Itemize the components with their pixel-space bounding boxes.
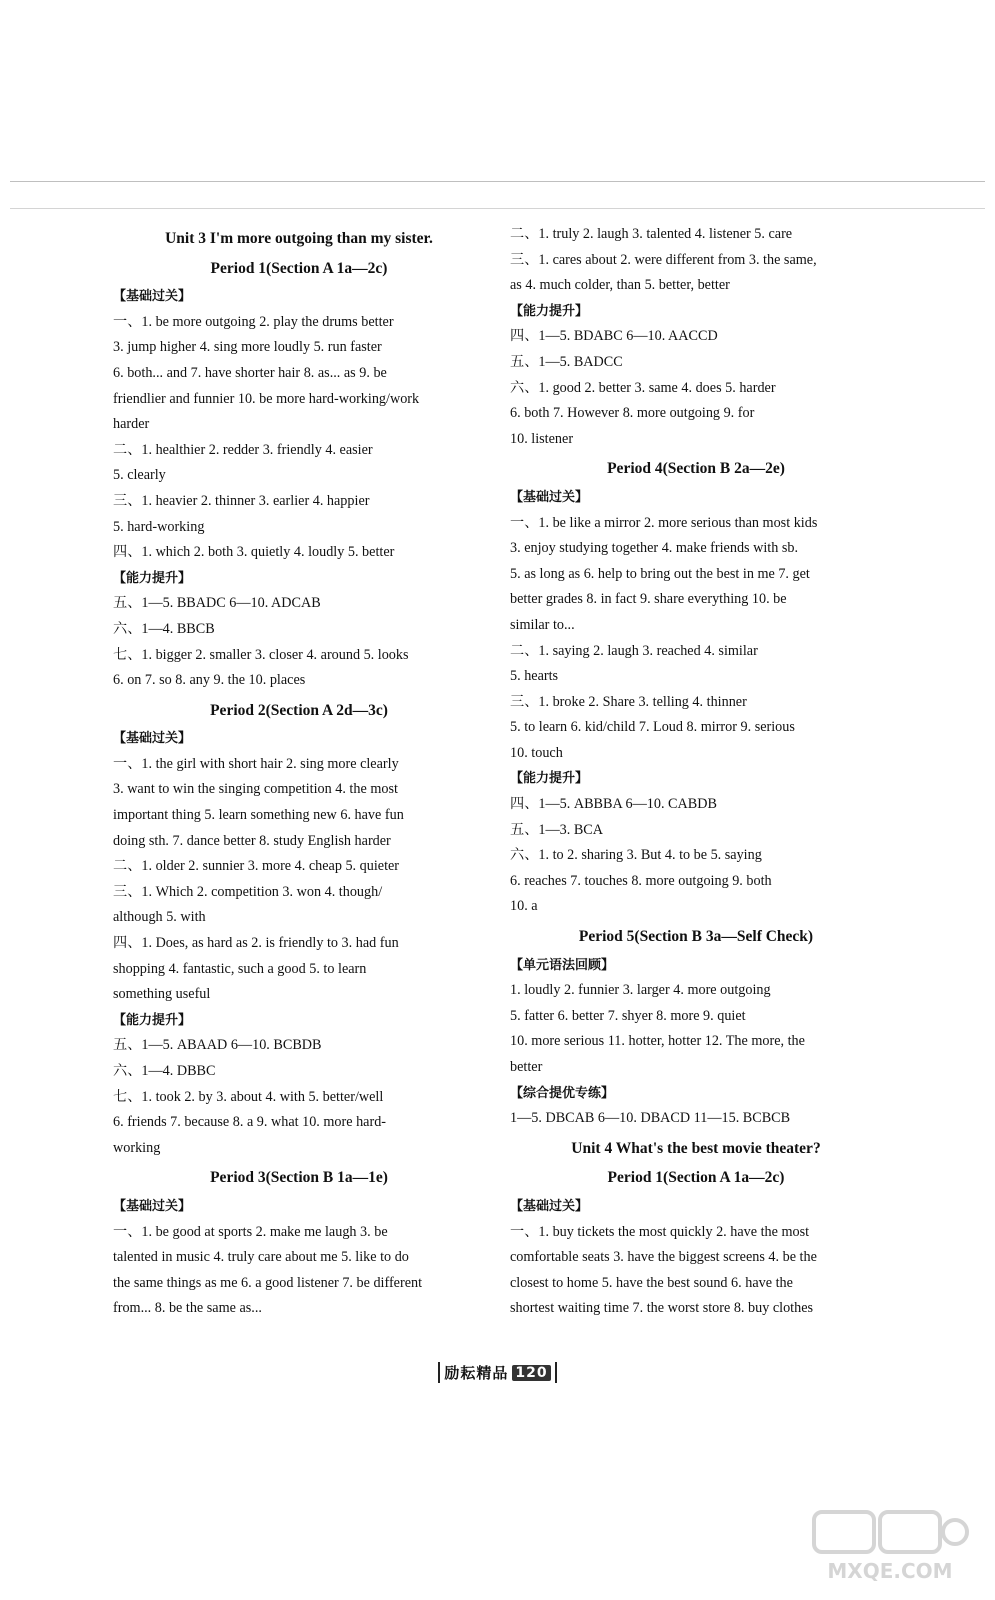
answer-line: 6. on 7. so 8. any 9. the 10. places <box>113 672 306 689</box>
answer-line: 四、1. which 2. both 3. quietly 4. loudly 5. better <box>113 544 395 561</box>
answer-line: 二、1. healthier 2. redder 3. friendly 4. easier <box>113 441 373 458</box>
answer-line: working <box>113 1139 161 1156</box>
answer-line: 一、1. be more outgoing 2. play the drums better <box>113 313 394 330</box>
section-tag: 【基础过关】 <box>510 489 589 505</box>
answer-line: as 4. much colder, than 5. better, better <box>510 277 730 294</box>
answer-line: 6. friends 7. because 8. a 9. what 10. more hard- <box>113 1114 387 1131</box>
answer-line: 一、1. buy tickets the most quickly 2. have the most <box>510 1223 810 1240</box>
answer-line: 五、1—5. BBADC 6—10. ADCAB <box>113 595 321 612</box>
section-heading: Period 3(Section B 1a—1e) <box>210 1169 388 1187</box>
answer-line: similar to... <box>510 616 575 633</box>
answer-line: 5. hearts <box>510 668 559 685</box>
answer-line: 10. more serious 11. hotter, hotter 12. The more, the <box>510 1033 805 1050</box>
answer-line: doing sth. 7. dance better 8. study English harder <box>113 832 391 849</box>
section-heading: Period 2(Section A 2d—3c) <box>210 701 388 719</box>
answer-line: 四、1—5. ABBBA 6—10. CABDB <box>510 796 717 813</box>
answer-line: 三、1. cares about 2. were different from 3. the same, <box>510 251 817 268</box>
section-tag: 【能力提升】 <box>510 771 589 787</box>
answer-line: 1. loudly 2. funnier 3. larger 4. more outgoing <box>510 982 771 999</box>
answer-line: 一、1. be good at sports 2. make me laugh 3. be <box>113 1223 388 1240</box>
answer-line: although 5. with <box>113 909 206 926</box>
answer-line: 六、1. good 2. better 3. same 4. does 5. harder <box>510 379 776 396</box>
section-tag: 【能力提升】 <box>510 303 589 319</box>
answer-line: harder <box>113 416 150 433</box>
answer-line: 10. touch <box>510 744 563 761</box>
section-heading: Period 1(Section A 1a—2c) <box>607 1169 785 1187</box>
section-tag: 【基础过关】 <box>113 289 192 305</box>
section-tag: 【能力提升】 <box>113 1012 192 1028</box>
answer-line: 一、1. the girl with short hair 2. sing more clearly <box>113 755 399 772</box>
answer-line: 七、1. bigger 2. smaller 3. closer 4. around 5. looks <box>113 646 409 663</box>
section-tag: 【基础过关】 <box>113 1198 192 1214</box>
section-heading: Period 1(Section A 1a—2c) <box>210 259 388 277</box>
answer-line: 五、1—5. BADCC <box>510 353 623 370</box>
answer-line: 10. listener <box>510 430 574 447</box>
answer-line: talented in music 4. truly care about me 5. like to do <box>113 1249 409 1266</box>
section-tag: 【能力提升】 <box>113 570 192 586</box>
answer-line: better grades 8. in fact 9. share everything 10. be <box>510 591 787 608</box>
right-column <box>510 222 882 1322</box>
header-rule-secondary <box>10 208 985 209</box>
section-heading: Period 4(Section B 2a—2e) <box>607 460 785 478</box>
page-footer <box>0 1362 995 1383</box>
page-number: 120 <box>512 1365 550 1381</box>
footer-brand: 励耘精品 <box>444 1364 509 1382</box>
answer-line: 二、1. saying 2. laugh 3. reached 4. similar <box>510 642 758 659</box>
section-tag: 【综合提优专练】 <box>510 1085 615 1101</box>
answer-line: 三、1. broke 2. Share 3. telling 4. thinner <box>510 693 747 710</box>
answer-line: 四、1. Does, as hard as 2. is friendly to 3. had fun <box>113 935 399 952</box>
answer-line: 3. jump higher 4. sing more loudly 5. run faster <box>113 339 382 356</box>
answer-line: 三、1. heavier 2. thinner 3. earlier 4. happier <box>113 492 370 509</box>
answer-line: comfortable seats 3. have the biggest screens 4. be the <box>510 1249 817 1266</box>
answer-line: 5. clearly <box>113 467 166 484</box>
answer-line: 五、1—3. BCA <box>510 821 604 838</box>
answer-line: 6. both 7. However 8. more outgoing 9. for <box>510 405 755 422</box>
answer-line: closest to home 5. have the best sound 6. have the <box>510 1274 793 1291</box>
section-tag: 【基础过关】 <box>510 1198 589 1214</box>
answer-line: 3. want to win the singing competition 4. the most <box>113 781 398 798</box>
section-heading: Period 5(Section B 3a—Self Check) <box>578 928 814 946</box>
answer-line: 六、1. to 2. sharing 3. But 4. to be 5. saying <box>510 847 762 864</box>
answer-line: shortest waiting time 7. the worst store 8. buy clothes <box>510 1300 814 1317</box>
section-heading: Unit 3 I'm more outgoing than my sister. <box>165 230 433 247</box>
section-tag: 【基础过关】 <box>113 731 192 747</box>
left-column <box>113 222 485 1322</box>
answer-line: important thing 5. learn something new 6. have fun <box>113 807 404 824</box>
answer-line: 5. as long as 6. help to bring out the best in me 7. get <box>510 565 810 582</box>
answer-line: better <box>510 1059 543 1075</box>
watermark-logo <box>810 1508 970 1588</box>
answer-line: something useful <box>113 986 211 1003</box>
answer-line: 六、1—4. BBCB <box>113 620 215 637</box>
answer-line: 5. fatter 6. better 7. shyer 8. more 9. quiet <box>510 1007 746 1024</box>
answer-line: 三、1. Which 2. competition 3. won 4. though/ <box>113 883 383 900</box>
answer-line: 3. enjoy studying together 4. make friends with sb. <box>510 540 799 557</box>
section-heading: Unit 4 What's the best movie theater? <box>571 1139 821 1157</box>
answer-line: 5. hard-working <box>113 518 205 535</box>
answer-line: 五、1—5. ABAAD 6—10. BCBDB <box>113 1037 322 1054</box>
answer-line: 二、1. older 2. sunnier 3. more 4. cheap 5. quieter <box>113 858 400 875</box>
answer-line: 6. both... and 7. have shorter hair 8. as... as 9. be <box>113 364 387 381</box>
answer-line: from... 8. be the same as... <box>113 1300 262 1317</box>
header-rule <box>10 181 985 182</box>
answer-line: 1—5. DBCAB 6—10. DBACD 11—15. BCBCB <box>510 1110 791 1127</box>
watermark-text: MXQE.COM <box>827 1559 953 1583</box>
answer-line: friendlier and funnier 10. be more hard-working/work <box>113 390 420 407</box>
answer-line: shopping 4. fantastic, such a good 5. to learn <box>113 960 367 977</box>
answer-line: 一、1. be like a mirror 2. more serious than most kids <box>510 514 818 531</box>
answer-line: 四、1—5. BDABC 6—10. AACCD <box>510 328 718 345</box>
answer-line: 七、1. took 2. by 3. about 4. with 5. better/well <box>113 1088 384 1105</box>
footer-brand-box <box>438 1362 556 1383</box>
answer-line: the same things as me 6. a good listener 7. be different <box>113 1274 423 1291</box>
answer-line: 5. to learn 6. kid/child 7. Loud 8. mirror 9. serious <box>510 719 795 736</box>
answer-line: 6. reaches 7. touches 8. more outgoing 9. both <box>510 872 772 889</box>
answer-line: 10. a <box>510 898 538 915</box>
section-tag: 【单元语法回顾】 <box>510 957 615 973</box>
answer-line: 二、1. truly 2. laugh 3. talented 4. listener 5. care <box>510 226 793 242</box>
answer-line: 六、1—4. DBBC <box>113 1063 216 1079</box>
